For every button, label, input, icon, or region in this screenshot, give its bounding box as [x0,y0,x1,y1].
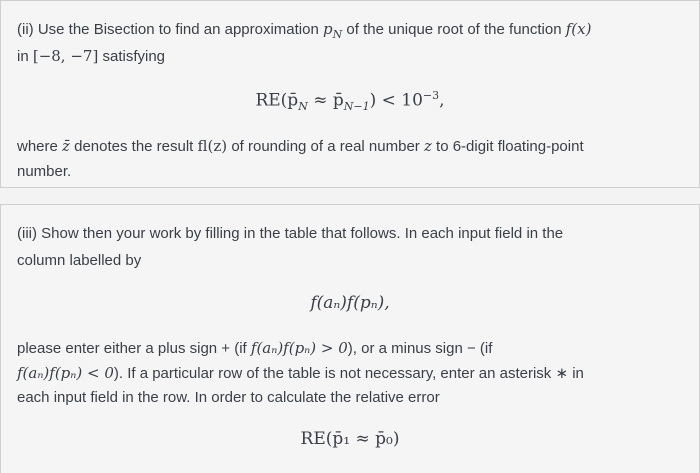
interval: [−8, −7] [32,47,99,65]
part-ii-line-2: in [−8, −7] satisfying [17,47,166,65]
part-ii-label: (ii) [17,21,34,38]
fl-z: fl(z) [197,137,228,155]
relative-error-formula: RE(p̄₁ ≈ p̄₀) [300,429,400,449]
part-iii-line-5: each input field in the row. In order to calculate the relative error [17,389,440,406]
part-iii-line-1: (iii) Show then your work by filling in the table that follows. In each input field in the [17,225,564,242]
positive-condition: f(aₙ)f(pₙ) > 0 [250,339,348,357]
negative-condition: f(aₙ)f(pₙ) < 0 [17,364,114,382]
part-ii-line-1: (ii) Use the Bisection to find an approximation $p_N$ of the unique root of the function f(x) [17,20,592,41]
part-iii-line-2: column labelled by [17,252,142,269]
part-iii-line-3: please enter either a plus sign + (if f(aₙ)f(pₙ) > 0), or a minus sign − (if [17,339,493,357]
part-iii-label: (iii) [17,225,37,242]
part-ii-line-3: where z̄ denotes the result fl(z) of rounding of a real number z to 6-digit floating-point [17,137,584,155]
z-bar-symbol: z̄ [62,137,70,155]
relative-error-condition: $RE(p̄_N$ ≈ $p̄_{N-1}) < 10^{-3}$, [255,89,445,114]
part-iii-line-4: f(aₙ)f(pₙ) < 0). If a particular row of the table is not necessary, enter an asterisk ∗ in [17,364,584,382]
part-ii-card [0,0,700,188]
z-symbol: z [423,137,432,155]
sign-product-formula: f(aₙ)f(pₙ), [310,293,390,313]
part-iii-card [0,204,700,473]
p-n-symbol: $p_N$ [323,20,343,41]
part-ii-line-4: number. [17,163,72,180]
asterisk-symbol: ∗ [555,364,569,382]
function-f-x: f(x) [565,20,592,38]
